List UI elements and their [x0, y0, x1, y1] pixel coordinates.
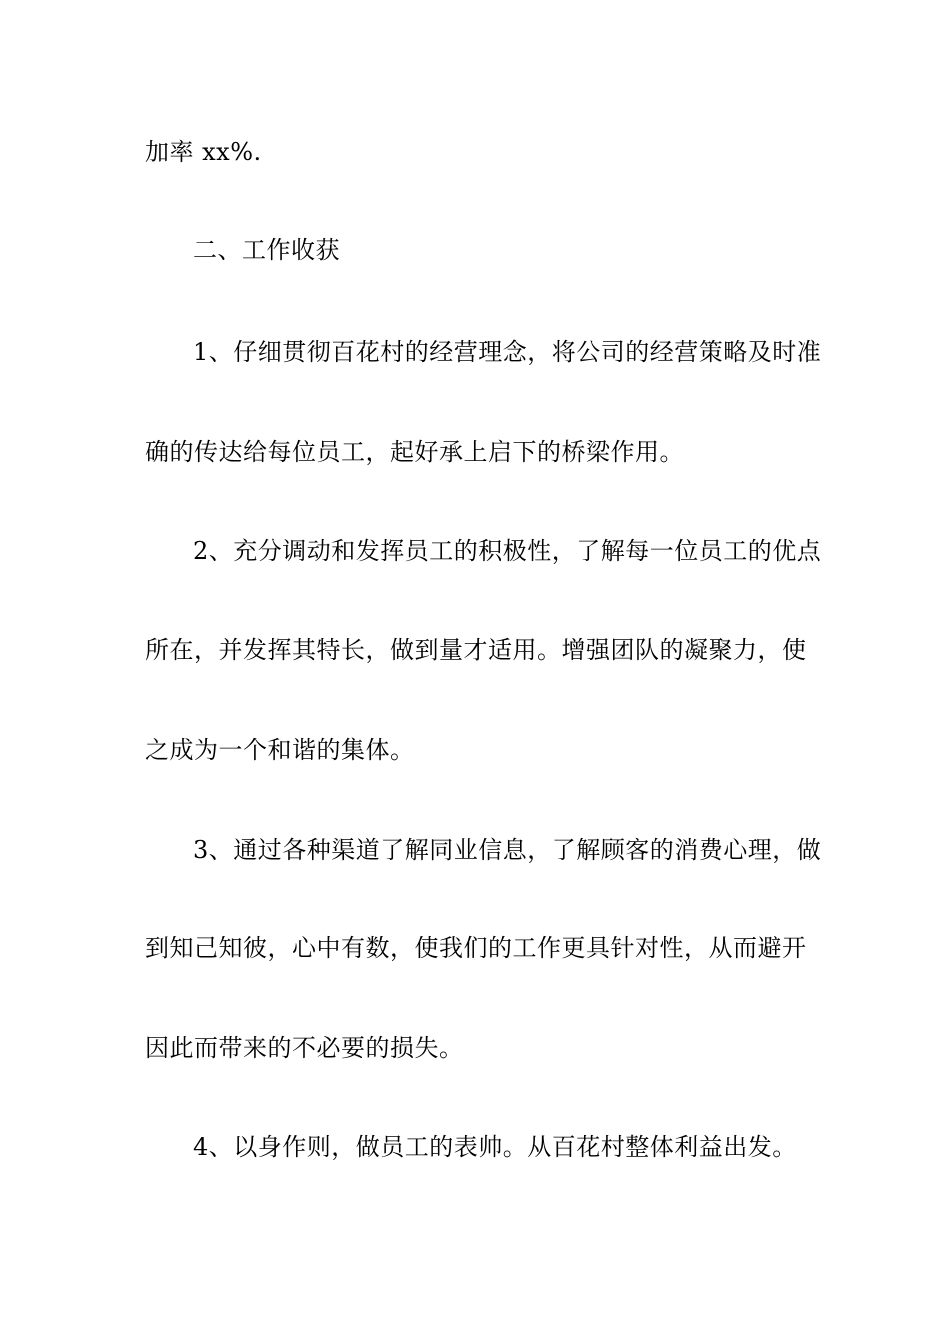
paragraph-line: 2、充分调动和发挥员工的积极性，了解每一位员工的优点 [193, 537, 822, 565]
paragraph-line: 之成为一个和谐的集体。 [145, 736, 415, 764]
section-heading: 二、工作收获 [193, 236, 340, 264]
paragraph-continuation: 加率 xx%. [145, 138, 262, 166]
paragraph-line: 3、通过各种渠道了解同业信息，了解顾客的消费心理，做 [193, 836, 822, 864]
paragraph-line: 1、仔细贯彻百花村的经营理念，将公司的经营策略及时准 [193, 338, 822, 366]
paragraph-line: 确的传达给每位员工，起好承上启下的桥梁作用。 [145, 438, 684, 466]
paragraph-line: 到知己知彼，心中有数，使我们的工作更具针对性，从而避开 [145, 934, 807, 962]
paragraph-line: 所在，并发挥其特长，做到量才适用。增强团队的凝聚力，使 [145, 636, 807, 664]
paragraph-line: 因此而带来的不必要的损失。 [145, 1034, 464, 1062]
paragraph-line: 4、以身作则，做员工的表帅。从百花村整体利益出发。 [193, 1133, 797, 1161]
